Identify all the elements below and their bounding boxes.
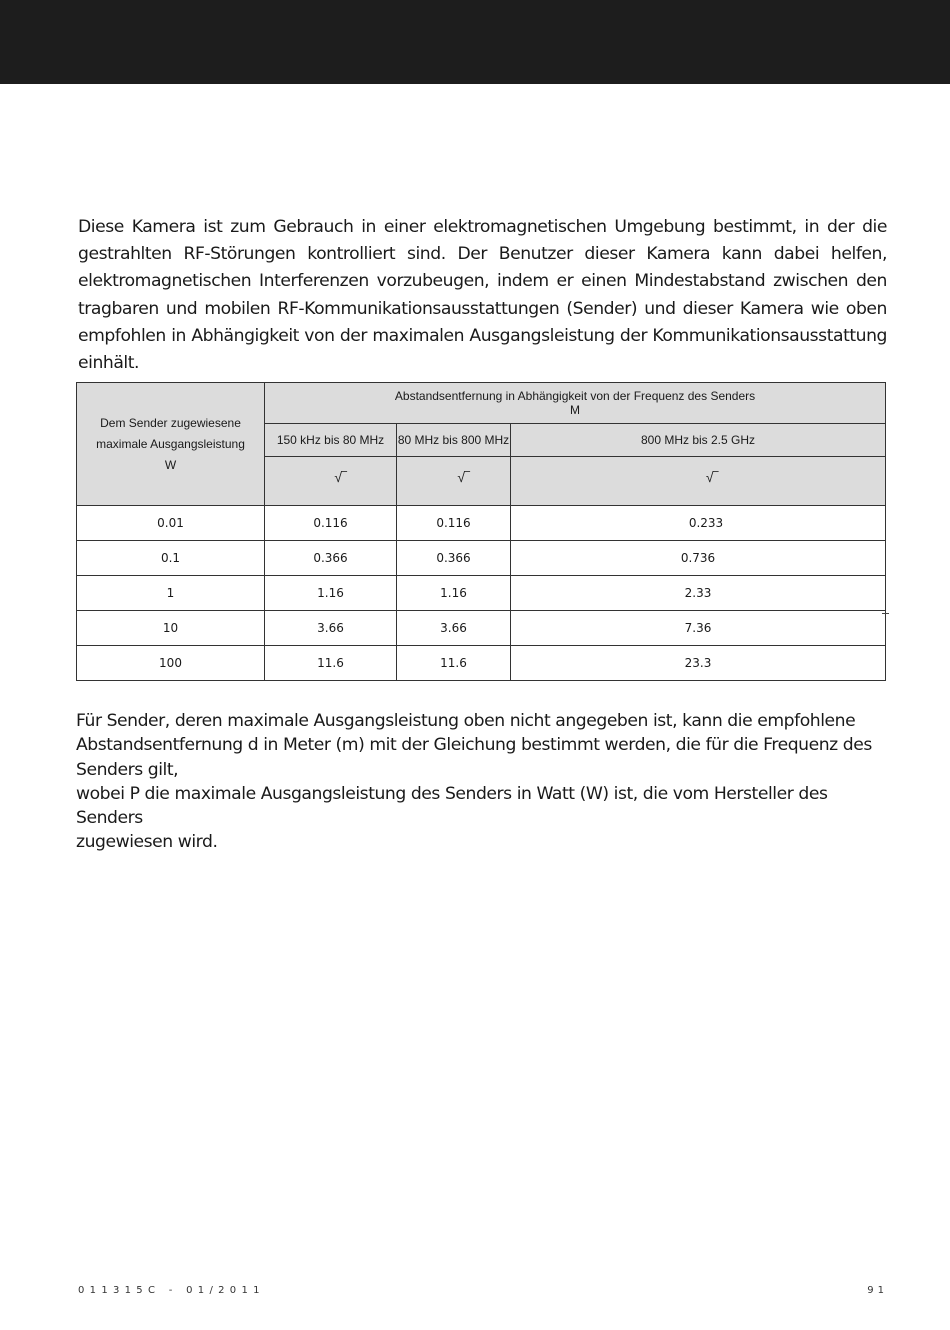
band-header-3: 800 MHz bis 2.5 GHz (511, 424, 886, 457)
distance-cell-band3: 7.36 (511, 611, 886, 646)
note-paragraph (76, 709, 896, 855)
distance-cell-band3: 0.736 (511, 541, 886, 576)
table-row (77, 611, 886, 646)
band-header-2: 80 MHz bis 800 MHz (397, 424, 511, 457)
sqrt-symbol: √‾ (457, 469, 470, 485)
note-line: Abstandsentfernung d in Meter (m) mit der Gleichung bestimmt werden, die für die Frequenz des Senders gilt, (76, 735, 872, 780)
power-cell: 10 (77, 611, 265, 646)
distance-cell-band1: 1.16 (265, 576, 397, 611)
distance-header-title: Abstandsentfernung in Abhängigkeit von der Frequenz des Senders (394, 389, 756, 403)
distance-cell-band1: 11.6 (265, 646, 397, 681)
power-cell: 0.1 (77, 541, 265, 576)
distance-cell-band3: 2.33 (511, 576, 886, 611)
power-header-unit: W (164, 457, 177, 472)
sqrt-symbol: √‾ (334, 469, 347, 485)
header-bar (0, 0, 950, 84)
distance-cell-band2: 0.366 (397, 541, 511, 576)
intro-paragraph: Diese Kamera ist zum Gebrauch in einer elektromagnetischen Umgebung bestimmt, in der die gestrahlten RF-Störungen kontrolliert sind. Der Benutzer dieser Kamera kann dabei helfen, elektromagnetischen Interferenzen vorzubeugen, indem er einen Mindestabstand zwischen den tragbaren und mobilen RF-Kommunikationsausstattungen (Sender) und dieser Kamera wie oben empfohlen in Abhängigkeit von der maximalen Ausgangsleistung der Kommunikationsausstattung einhält. (78, 217, 887, 374)
separation-distance-table (76, 382, 886, 681)
table-row (77, 646, 886, 681)
table-row (77, 541, 886, 576)
power-cell: 0.01 (77, 506, 265, 541)
formula-cell-2 (397, 457, 511, 506)
distance-cell-band2: 0.116 (397, 506, 511, 541)
distance-cell-band1: 3.66 (265, 611, 397, 646)
distance-cell-band2: 3.66 (397, 611, 511, 646)
formula-cell-1 (265, 457, 397, 506)
distance-cell-band3: 23.3 (511, 646, 886, 681)
distance-header-unit: M (570, 403, 581, 417)
power-header-line2: maximale Ausgangsleistung (96, 436, 245, 451)
power-column-header (77, 383, 265, 506)
distance-cell-band2: 11.6 (397, 646, 511, 681)
distance-cell-band3: 0.233 (511, 506, 886, 541)
note-line: Für Sender, deren maximale Ausgangsleistung oben nicht angegeben ist, kann die empfohlene (76, 711, 856, 731)
table-row (77, 506, 886, 541)
distance-cell-band1: 0.116 (265, 506, 397, 541)
document-code: 011315C - 01/2011 (78, 1285, 265, 1296)
page-number: 91 (867, 1285, 888, 1296)
sqrt-symbol: √‾ (705, 469, 719, 485)
band-header-1: 150 kHz bis 80 MHz (265, 424, 397, 457)
distance-cell-band1: 0.366 (265, 541, 397, 576)
distance-header (265, 383, 886, 424)
table-rule-overhang (882, 613, 889, 614)
note-line: zugewiesen wird. (76, 832, 218, 853)
formula-cell-3 (511, 457, 886, 506)
table-row (77, 576, 886, 611)
power-cell: 100 (77, 646, 265, 681)
power-header-line1: Dem Sender zugewiesene (100, 415, 241, 430)
note-line: wobei P die maximale Ausgangsleistung des Senders in Watt (W) ist, die vom Hersteller des Senders (76, 783, 828, 829)
distance-cell-band2: 1.16 (397, 576, 511, 611)
power-cell: 1 (77, 576, 265, 611)
